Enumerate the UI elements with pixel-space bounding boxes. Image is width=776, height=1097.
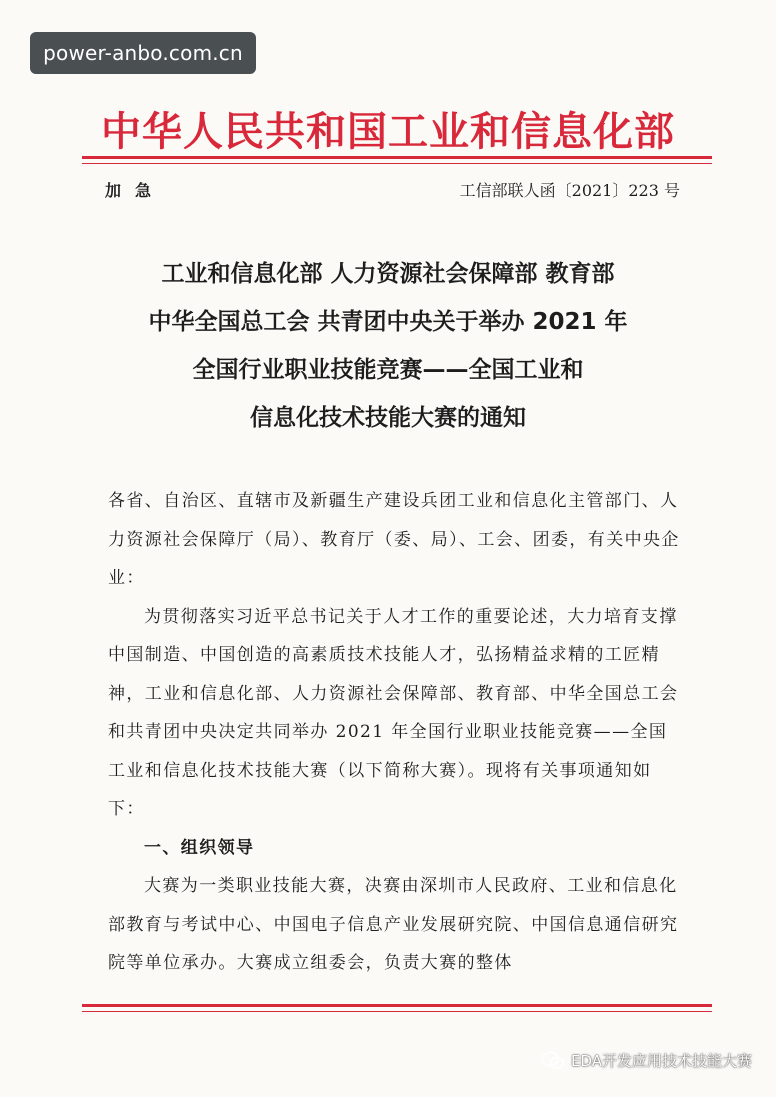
footer-divider: [82, 1004, 712, 1007]
body-paragraph: 为贯彻落实习近平总书记关于人才工作的重要论述，大力培育支撑中国制造、中国创造的高素质技术技能人才，弘扬精益求精的工匠精神，工业和信息化部、人力资源社会保障部、教育部、中华全国总工会和共青团中央决定共同举办 2021 年全国行业职业技能竞赛——全国工业和信息化技术技能大赛（以下简称大赛）。现将有关事项通知如下：: [108, 606, 679, 819]
wechat-watermark: [541, 1050, 752, 1071]
header-divider-thin: [82, 163, 712, 164]
title-line: 工业和信息化部 人力资源社会保障部 教育部: [161, 261, 615, 287]
site-watermark: power-anbo.com.cn: [30, 32, 256, 74]
urgency-label: 加急: [105, 181, 166, 200]
salutation: 各省、自治区、直辖市及新疆生产建设兵团工业和信息化主管部门、人力资源社会保障厅（局）、教育厅（委、局）、工会、团委，有关中央企业：: [108, 491, 680, 588]
title-line: 信息化技术技能大赛的通知: [250, 405, 526, 431]
document-title: [0, 250, 776, 442]
document-number: 工信部联人函〔2021〕223 号: [459, 181, 680, 200]
wechat-account-name: EDA开发应用技术技能大赛: [570, 1052, 752, 1070]
header-divider: [82, 156, 712, 159]
document-body: [108, 482, 684, 983]
body-paragraph: 大赛为一类职业技能大赛，决赛由深圳市人民政府、工业和信息化部教育与考试中心、中国电子信息产业发展研究院、中国信息通信研究院等单位承办。大赛成立组委会，负责大赛的整体: [108, 876, 679, 973]
footer-divider-thin: [82, 1011, 712, 1012]
title-line: 全国行业职业技能竞赛——全国工业和: [192, 357, 584, 383]
wechat-icon: [541, 1051, 565, 1071]
title-line: 中华全国总工会 共青团中央关于举办 2021 年: [148, 309, 628, 335]
issuing-agency-header: 中华人民共和国工业和信息化部: [101, 109, 675, 155]
section-heading: 一、组织领导: [144, 837, 255, 858]
